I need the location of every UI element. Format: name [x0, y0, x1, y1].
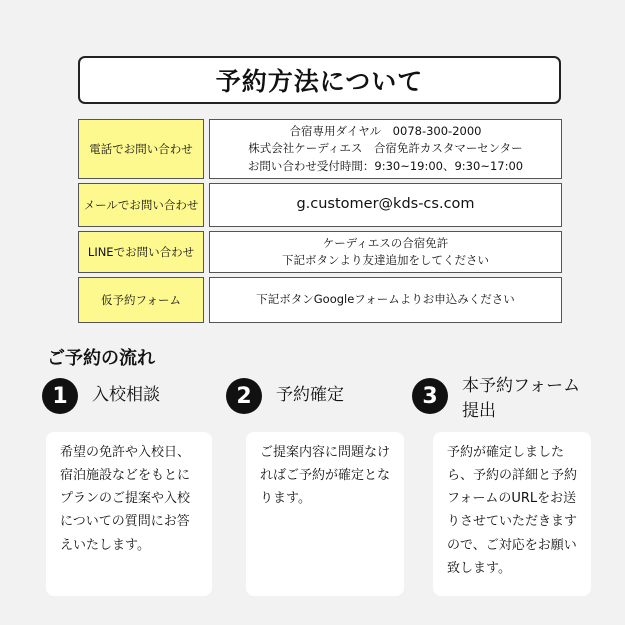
phone-hours-line: お問い合わせ受付時間：9:30~19:00、9:30~17:00 [247, 158, 524, 173]
line-account-name: ケーディエスの合宿免許 [322, 235, 449, 250]
contact-row-line [78, 231, 562, 273]
phone-dial-line: 合宿専用ダイヤル 0078-300-2000 [289, 124, 482, 139]
step-2-header [226, 378, 396, 414]
contact-label-email: メールでお問い合わせ [78, 183, 204, 227]
step-2-card: ご提案内容に問題なければご予約が確定となります。 [246, 432, 404, 596]
phone-company-line: 株式会社ケーディエス 合宿免許カスタマーセンター [248, 141, 523, 156]
step-3-card: 予約が確定しましたら、予約の詳細と予約フォームのURLをお送りさせていただきますので、ご対応をお願い致します。 [433, 432, 591, 596]
contact-label-line: LINEでお問い合わせ [78, 231, 204, 273]
contact-value-form [209, 277, 562, 323]
step-1-header [42, 378, 212, 414]
contact-row-form [78, 277, 562, 323]
contact-row-phone [78, 119, 562, 179]
contact-label-form: 仮予約フォーム [78, 277, 204, 323]
line-instruction: 下記ボタンより友達追加をしてください [282, 253, 489, 267]
step-number-badge: 1 [42, 378, 78, 414]
step-number-badge: 2 [226, 378, 262, 414]
contact-label-phone: 電話でお問い合わせ [78, 119, 204, 179]
contact-value-phone [209, 119, 562, 179]
step-title: 本予約フォーム提出 [462, 376, 581, 421]
step-3-header [412, 378, 590, 423]
flow-heading: ご予約の流れ [47, 348, 155, 369]
contact-value-line [209, 231, 562, 273]
step-1-card: 希望の免許や入校日、宿泊施設などをもとにプランのご提案や入校についての質問にお答えいたします。 [46, 432, 212, 596]
contact-value-email[interactable] [209, 183, 562, 227]
step-number-badge: 3 [412, 378, 448, 414]
email-address[interactable]: g.customer@kds-cs.com [296, 196, 475, 213]
form-instruction: 下記ボタンGoogleフォームよりお申込みください [256, 292, 515, 307]
step-title: 予約確定 [276, 385, 344, 405]
step-title: 入校相談 [92, 385, 160, 405]
contact-row-email [78, 183, 562, 227]
page-title: 予約方法について [78, 56, 561, 104]
